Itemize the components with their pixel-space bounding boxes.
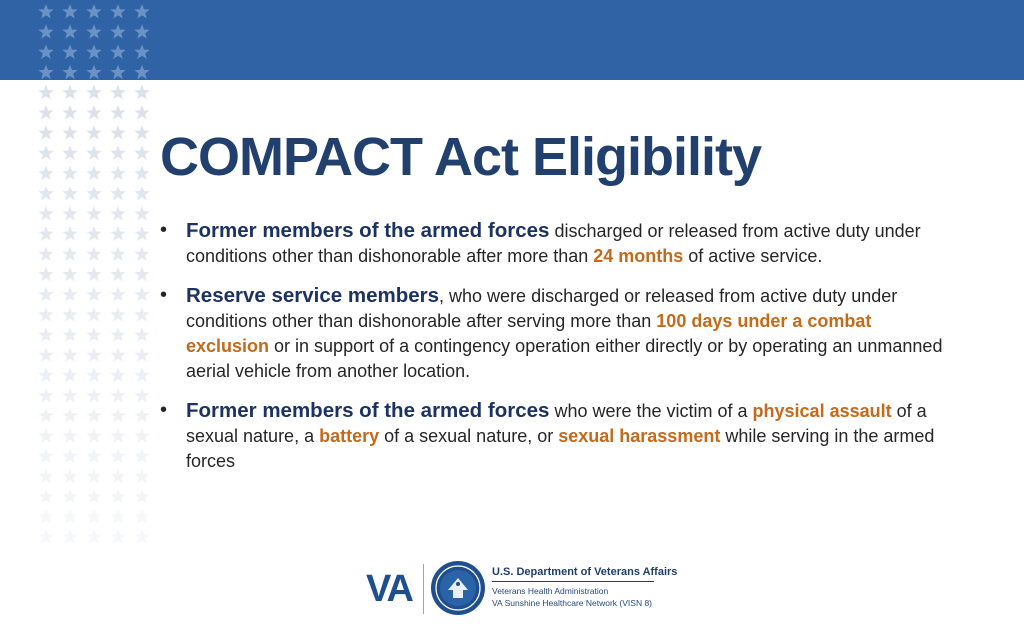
star-decoration xyxy=(134,368,149,382)
star-decoration xyxy=(86,44,101,58)
star-decoration xyxy=(38,327,53,341)
segment: of a sexual nature, or xyxy=(379,426,559,446)
segment: who were the victim of a xyxy=(549,401,753,421)
star-decoration xyxy=(86,388,101,402)
star-decoration xyxy=(86,166,101,180)
star-decoration xyxy=(38,469,53,483)
star-decoration xyxy=(62,206,77,220)
star-decoration xyxy=(38,246,53,260)
star-decoration xyxy=(134,388,149,402)
star-decoration xyxy=(134,529,149,543)
bullet-text-former-members xyxy=(186,221,921,266)
star-decoration xyxy=(134,206,149,220)
department-rule xyxy=(492,581,654,582)
star-decoration xyxy=(38,166,53,180)
star-decoration xyxy=(110,4,125,18)
star-decoration xyxy=(110,145,125,159)
star-decoration xyxy=(38,307,53,321)
star-decoration xyxy=(62,24,77,38)
star-decoration xyxy=(62,166,77,180)
star-decoration xyxy=(86,105,101,119)
network-name: VA Sunshine Healthcare Network (VISN 8) xyxy=(492,598,652,608)
segment: or in support of a contingency operation either directly or by operating an unmanned aerial vehicle from another location. xyxy=(186,336,943,381)
star-decoration xyxy=(110,529,125,543)
star-decoration xyxy=(86,145,101,159)
star-decoration xyxy=(134,267,149,281)
star-decoration xyxy=(86,125,101,139)
star-decoration xyxy=(86,408,101,422)
star-decoration xyxy=(86,206,101,220)
star-decoration xyxy=(86,267,101,281)
star-decoration xyxy=(110,347,125,361)
star-decoration xyxy=(134,347,149,361)
star-decoration xyxy=(62,469,77,483)
segment: Former members of the armed forces xyxy=(186,219,550,242)
star-decoration xyxy=(86,448,101,462)
star-decoration xyxy=(110,44,125,58)
star-decoration xyxy=(62,388,77,402)
star-decoration xyxy=(62,347,77,361)
star-decoration xyxy=(62,509,77,523)
star-decoration xyxy=(38,347,53,361)
star-decoration xyxy=(38,408,53,422)
star-decoration xyxy=(110,166,125,180)
star-decoration xyxy=(134,246,149,260)
star-decoration xyxy=(38,105,53,119)
segment: 24 months xyxy=(593,246,684,266)
segment: battery xyxy=(319,426,380,446)
segment: 100 days under a combat exclusion xyxy=(186,311,872,356)
star-decoration xyxy=(86,307,101,321)
star-decoration xyxy=(62,307,77,321)
star-decoration xyxy=(134,287,149,301)
star-decoration xyxy=(86,368,101,382)
star-decoration xyxy=(110,307,125,321)
star-decoration xyxy=(110,489,125,503)
star-decoration xyxy=(110,246,125,260)
segment: Reserve service members xyxy=(186,284,440,307)
star-decoration xyxy=(110,327,125,341)
star-decoration xyxy=(134,469,149,483)
star-decoration xyxy=(62,246,77,260)
star-decoration xyxy=(86,65,101,79)
star-decoration xyxy=(86,489,101,503)
star-decoration xyxy=(38,85,53,99)
segment: Former members of the armed forces xyxy=(186,399,550,422)
star-decoration xyxy=(62,145,77,159)
star-decoration xyxy=(38,448,53,462)
star-decoration xyxy=(134,125,149,139)
star-decoration xyxy=(110,287,125,301)
star-decoration xyxy=(62,44,77,58)
star-decoration xyxy=(86,509,101,523)
department-text-block xyxy=(492,566,678,609)
stars-pattern-decoration xyxy=(30,0,158,560)
star-decoration xyxy=(62,65,77,79)
star-decoration xyxy=(110,226,125,240)
star-decoration xyxy=(110,24,125,38)
star-decoration xyxy=(110,105,125,119)
star-decoration xyxy=(86,186,101,200)
star-decoration xyxy=(38,65,53,79)
star-decoration xyxy=(134,186,149,200)
star-decoration xyxy=(38,125,53,139)
star-decoration xyxy=(62,267,77,281)
segment: physical assault xyxy=(752,401,892,421)
star-decoration xyxy=(134,489,149,503)
star-decoration xyxy=(38,4,53,18)
star-decoration xyxy=(134,448,149,462)
star-decoration xyxy=(110,125,125,139)
star-decoration xyxy=(110,469,125,483)
star-decoration xyxy=(62,428,77,442)
star-decoration xyxy=(110,509,125,523)
star-decoration xyxy=(110,368,125,382)
star-decoration xyxy=(110,388,125,402)
segment: sexual harassment xyxy=(558,426,721,446)
star-decoration xyxy=(110,448,125,462)
bullet-item-reserve-members xyxy=(160,283,950,384)
star-decoration xyxy=(38,267,53,281)
bullet-text-mst-victims xyxy=(186,401,934,471)
star-decoration xyxy=(62,529,77,543)
star-decoration xyxy=(38,145,53,159)
star-decoration xyxy=(134,65,149,79)
star-decoration xyxy=(86,4,101,18)
star-decoration xyxy=(110,186,125,200)
star-decoration xyxy=(62,368,77,382)
va-footer-logo xyxy=(366,558,678,618)
star-decoration xyxy=(134,226,149,240)
star-decoration xyxy=(62,105,77,119)
star-decoration xyxy=(38,489,53,503)
star-decoration xyxy=(38,24,53,38)
star-decoration xyxy=(134,105,149,119)
star-decoration xyxy=(86,287,101,301)
eligibility-list xyxy=(160,218,950,488)
star-decoration xyxy=(134,24,149,38)
star-decoration xyxy=(38,529,53,543)
star-decoration xyxy=(38,186,53,200)
star-decoration xyxy=(86,529,101,543)
va-logo-text: VA xyxy=(366,568,412,610)
star-decoration xyxy=(62,408,77,422)
star-decoration xyxy=(86,246,101,260)
star-decoration xyxy=(86,24,101,38)
footer-divider xyxy=(423,564,424,614)
star-decoration xyxy=(134,166,149,180)
star-decoration xyxy=(110,85,125,99)
va-seal-icon xyxy=(430,560,486,616)
star-decoration xyxy=(134,307,149,321)
star-decoration xyxy=(86,347,101,361)
star-decoration xyxy=(62,327,77,341)
star-decoration xyxy=(86,428,101,442)
star-decoration xyxy=(62,186,77,200)
star-decoration xyxy=(62,489,77,503)
star-decoration xyxy=(62,448,77,462)
star-decoration xyxy=(38,206,53,220)
star-decoration xyxy=(86,327,101,341)
star-decoration xyxy=(134,327,149,341)
star-decoration xyxy=(134,509,149,523)
star-decoration xyxy=(110,428,125,442)
star-decoration xyxy=(38,287,53,301)
star-decoration xyxy=(134,85,149,99)
star-decoration xyxy=(134,4,149,18)
star-decoration xyxy=(110,267,125,281)
star-decoration xyxy=(134,145,149,159)
segment: discharged or released from active duty under conditions other than dishonorable after more than xyxy=(186,221,921,266)
star-decoration xyxy=(110,408,125,422)
star-decoration xyxy=(38,428,53,442)
page-title: COMPACT Act Eligibility xyxy=(160,127,762,187)
star-decoration xyxy=(38,509,53,523)
star-decoration xyxy=(62,226,77,240)
star-decoration xyxy=(110,206,125,220)
star-decoration xyxy=(86,226,101,240)
star-decoration xyxy=(86,85,101,99)
star-decoration xyxy=(38,226,53,240)
segment: of a sexual nature, a xyxy=(186,401,927,446)
bullet-item-former-members xyxy=(160,218,950,269)
star-decoration xyxy=(38,368,53,382)
star-decoration xyxy=(134,428,149,442)
star-decoration xyxy=(110,65,125,79)
bullet-text-reserve-members xyxy=(186,286,942,381)
star-decoration xyxy=(38,44,53,58)
star-decoration xyxy=(62,4,77,18)
segment: of active service. xyxy=(683,246,823,266)
bullet-item-mst-victims xyxy=(160,398,950,474)
star-decoration xyxy=(62,287,77,301)
star-decoration xyxy=(86,469,101,483)
star-decoration xyxy=(62,85,77,99)
administration-name: Veterans Health Administration xyxy=(492,586,609,596)
star-decoration xyxy=(62,125,77,139)
segment: , who were discharged or released from active duty under conditions other than dishonorable after serving more than xyxy=(186,286,898,331)
segment: while serving in the armed forces xyxy=(186,426,935,471)
department-name: U.S. Department of Veterans Affairs xyxy=(492,566,678,578)
star-decoration xyxy=(38,388,53,402)
star-decoration xyxy=(134,408,149,422)
star-decoration xyxy=(134,44,149,58)
